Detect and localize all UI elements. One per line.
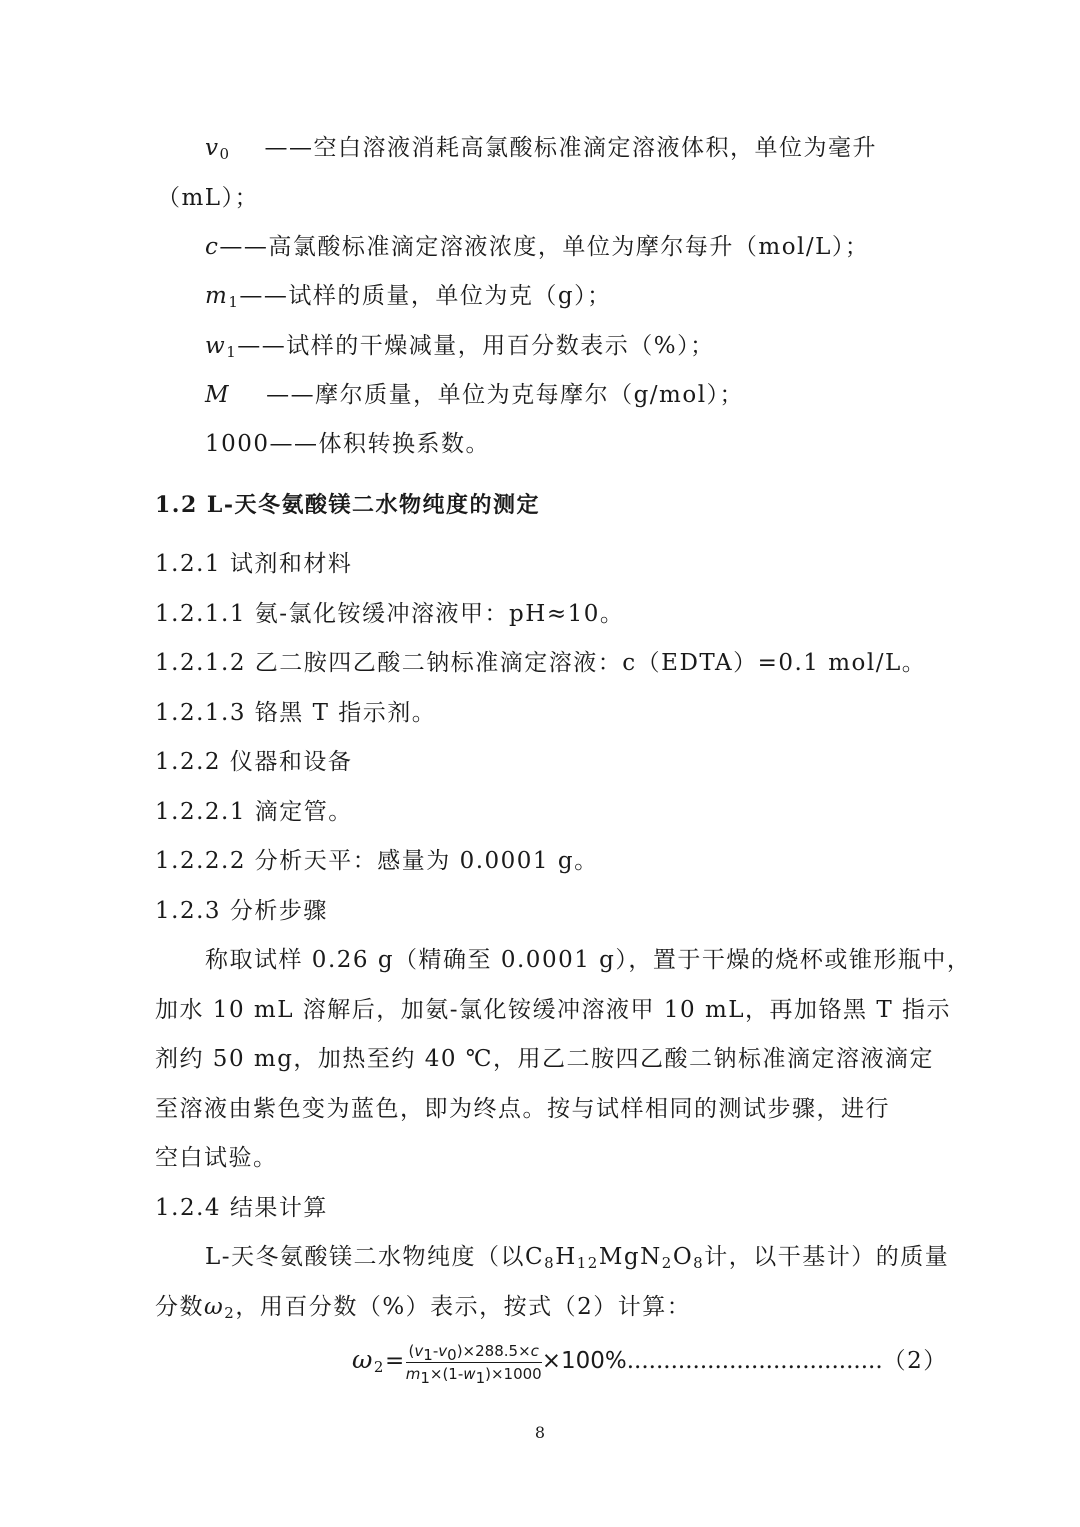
def-m1: $m_1——$试样的质量，单位为克（g）； xyxy=(205,283,612,311)
page-number: 8 xyxy=(534,1423,546,1442)
formula-lhs: ω xyxy=(352,1345,374,1374)
result-line-1: L-天冬氨酸镁二水物纯度（以$C_8H_{12}MgN_2O_8$计，以干基计）的质量 xyxy=(205,1244,950,1272)
formula-tail: ×100% xyxy=(541,1348,627,1374)
procedure-line: 空白试验。 xyxy=(155,1145,278,1171)
def-v0-cont: （mL）； xyxy=(157,185,260,211)
formula-2: $\omega_2=$ $\frac{(v_1-v_0)\times 288.5\times c}{m_1\times(1-w_1)\times 1000}$ ×100%...................................（2） xyxy=(352,1341,948,1387)
formula-denominator: $m_1\times(1-w_1)\times 1000$ xyxy=(405,1364,542,1387)
procedure-line: 至溶液由紫色变为蓝色，即为终点。按与试样相同的测试步骤，进行 xyxy=(155,1096,890,1122)
section-heading: 1.2 L-天冬氨酸镁二水物纯度的测定 xyxy=(155,492,541,518)
heading-1-2-3: 1.2.3 分析步骤 xyxy=(155,898,328,924)
def-v0: $v_0$ ——空白溶液消耗高氯酸标准滴定溶液体积，单位为毫升 xyxy=(205,135,878,163)
def-1000: 1000——体积转换系数。 xyxy=(205,431,491,457)
formula-leader: ................................... xyxy=(626,1348,883,1374)
result-line-2: 分数$\omega_2$，用百分数（%）表示，按式（2）计算： xyxy=(155,1294,692,1322)
procedure-line: 剂约 50 mg，加热至约 40 ℃，用乙二胺四乙酸二钠标准滴定溶液滴定 xyxy=(155,1046,935,1072)
procedure-line: 加水 10 mL 溶解后，加氨-氯化铵缓冲溶液甲 10 mL，再加铬黑 T 指示 xyxy=(155,997,951,1023)
formula-numerator: $(v_1-v_0)\times 288.5\times c$ xyxy=(406,1342,542,1363)
item-1-2-1-2: 1.2.1.2 乙二胺四乙酸二钠标准滴定溶液：c（EDTA）=0.1 mol/L。 xyxy=(155,650,927,676)
heading-1-2-2: 1.2.2 仪器和设备 xyxy=(155,749,353,775)
item-1-2-1-3: 1.2.1.3 铬黑 T 指示剂。 xyxy=(155,700,437,726)
def-M: M ——摩尔质量，单位为克每摩尔（g/mol）； xyxy=(205,382,745,408)
def-w1: $w_1——$试样的干燥减量，用百分数表示（%）； xyxy=(205,333,715,361)
item-1-2-2-2: 1.2.2.2 分析天平：感量为 0.0001 g。 xyxy=(155,848,599,874)
formula-fraction xyxy=(405,1341,542,1387)
procedure-line: 称取试样 0.26 g（精确至 0.0001 g），置于干燥的烧杯或锥形瓶中， xyxy=(205,947,972,973)
item-1-2-2-1: 1.2.2.1 滴定管。 xyxy=(155,799,353,825)
heading-1-2-1: 1.2.1 试剂和材料 xyxy=(155,551,353,577)
item-1-2-1-1: 1.2.1.1 氨-氯化铵缓冲溶液甲：pH≈10。 xyxy=(155,601,625,627)
formula-label: （2） xyxy=(882,1348,948,1374)
heading-1-2-4: 1.2.4 结果计算 xyxy=(155,1195,328,1221)
def-c: c——高氯酸标准滴定溶液浓度，单位为摩尔每升（mol/L）； xyxy=(205,234,870,260)
